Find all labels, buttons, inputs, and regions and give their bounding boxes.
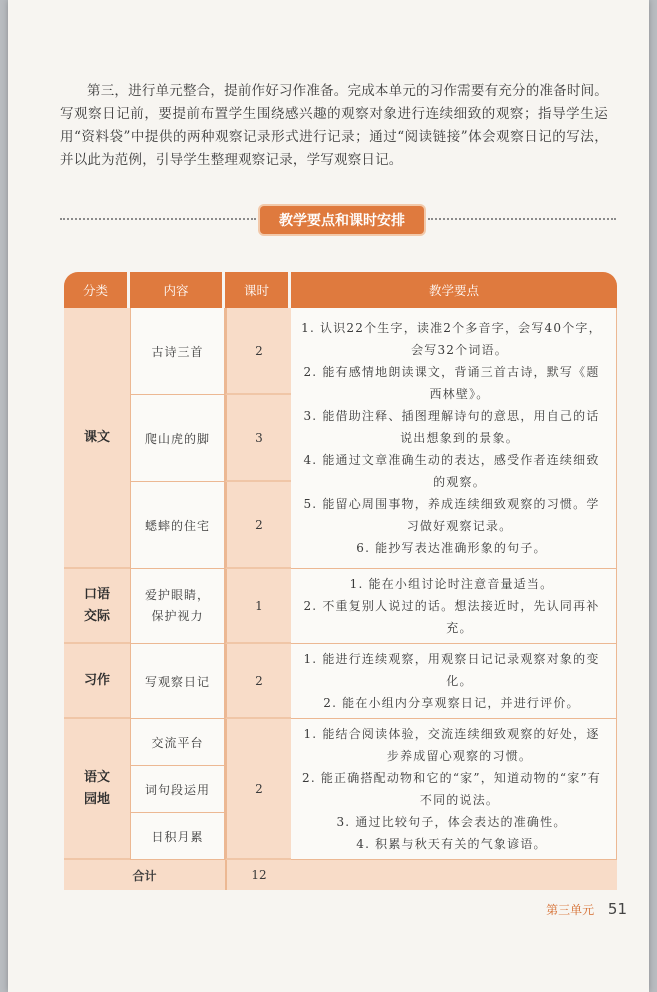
category-cell: 习作	[64, 644, 130, 719]
content-cell: 爬山虎的脚	[130, 395, 225, 482]
category-line: 口语	[83, 586, 110, 602]
hours-cell: 2	[225, 482, 291, 569]
point-item: 6. 能抄写表达准确形象的句子。	[356, 541, 547, 555]
header-category: 分类	[64, 272, 130, 308]
point-item: 4. 能通过文章准确生动的表达，感受作者连续细致的观察。	[303, 453, 600, 489]
category-line: 语文	[83, 769, 110, 785]
header-hours: 课时	[225, 272, 291, 308]
point-item: 4. 积累与秋天有关的气象谚语。	[356, 837, 547, 851]
table-row	[64, 644, 617, 719]
textbook-page	[8, 0, 649, 992]
category-line: 园地	[83, 791, 110, 807]
hours-cell: 1	[225, 569, 291, 644]
category-cell	[64, 569, 130, 644]
point-item: 2. 不重复别人说过的话。想法接近时，先认同再补充。	[303, 599, 600, 635]
point-item: 3. 通过比较句子，体会表达的准确性。	[336, 815, 567, 829]
content-line: 爱护眼睛，	[144, 588, 210, 602]
point-item: 2. 能有感情地朗读课文，背诵三首古诗，默写《题西林壁》。	[303, 365, 600, 401]
table-row	[64, 308, 617, 395]
content-cell: 日积月累	[130, 813, 225, 860]
dotted-divider-right	[428, 218, 616, 220]
content-cell: 蟋蟀的住宅	[130, 482, 225, 569]
category-cell	[64, 719, 130, 860]
intro-paragraph: 第三，进行单元整合，提前作好习作准备。完成本单元的习作需要有充分的准备时间。写观察日记前，要提前布置学生围绕感兴趣的观察对象进行连续细致的观察；指导学生运用“资料袋”中提供的两种观察记录形式进行记录；通过“阅读链接”体会观察日记的写法，并以此为范例，引导学生整理观察记录，学写观察日记。	[60, 82, 608, 168]
points-cell	[291, 719, 617, 860]
dotted-divider-left	[60, 218, 256, 220]
point-item: 1. 能在小组讨论时注意音量适当。	[349, 577, 554, 591]
total-row	[64, 860, 617, 890]
point-item: 5. 能留心周围事物，养成连续细致观察的习惯。学习做好观察记录。	[303, 497, 600, 533]
category-cell: 课文	[64, 308, 130, 569]
page-footer	[546, 900, 627, 918]
point-item: 2. 能在小组内分享观察日记，并进行评价。	[323, 696, 580, 710]
content-cell: 交流平台	[130, 719, 225, 766]
content-cell: 词句段运用	[130, 766, 225, 813]
points-cell	[291, 644, 617, 719]
point-item: 1. 认识22个生字，读准2个多音字，会写40个字，会写32个词语。	[301, 321, 602, 357]
content-cell: 古诗三首	[130, 308, 225, 395]
header-content: 内容	[130, 272, 225, 308]
unit-label: 第三单元	[546, 903, 595, 917]
hours-cell: 2	[225, 719, 291, 860]
section-title: 教学要点和课时安排	[260, 206, 424, 234]
table-header-row	[64, 272, 617, 308]
page-number: 51	[607, 900, 627, 918]
teaching-plan-table	[64, 272, 617, 890]
table-row	[64, 569, 617, 644]
points-cell	[291, 308, 617, 569]
table-row	[64, 719, 617, 766]
total-hours: 12	[225, 860, 291, 890]
point-item: 1. 能进行连续观察，用观察日记记录观察对象的变化。	[303, 652, 600, 688]
section-heading	[60, 206, 616, 236]
header-points: 教学要点	[291, 272, 617, 308]
point-item: 2. 能正确搭配动物和它的“家”，知道动物的“家”有不同的说法。	[301, 771, 601, 807]
category-line: 交际	[83, 608, 110, 624]
content-cell	[130, 569, 225, 644]
point-item: 3. 能借助注释、插图理解诗句的意思，用自己的话说出想象到的景象。	[303, 409, 600, 445]
hours-cell: 3	[225, 395, 291, 482]
total-label: 合计	[64, 860, 225, 890]
point-item: 1. 能结合阅读体验，交流连续细致观察的好处，逐步养成留心观察的习惯。	[303, 727, 600, 763]
content-cell: 写观察日记	[130, 644, 225, 719]
points-cell	[291, 569, 617, 644]
hours-cell: 2	[225, 308, 291, 395]
hours-cell: 2	[225, 644, 291, 719]
content-line: 保护视力	[151, 609, 204, 623]
total-blank-cell	[291, 860, 617, 890]
